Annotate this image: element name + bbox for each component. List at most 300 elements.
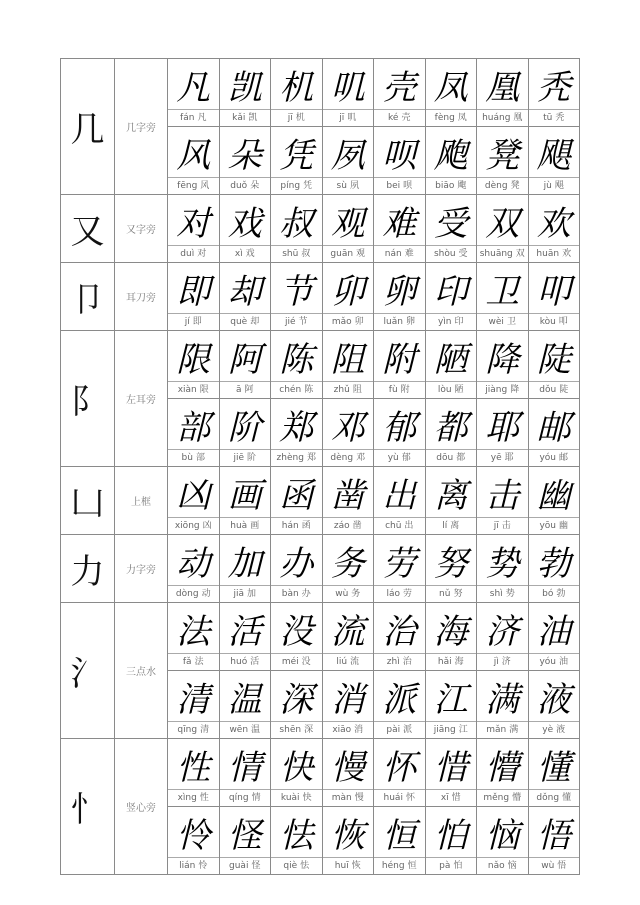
pinyin-text: shū [282, 249, 299, 259]
caption-character: 懵 [512, 793, 522, 803]
calligraphy-character: 飓 [536, 135, 571, 176]
caption-character: 努 [453, 589, 463, 599]
radical-label: 耳刀旁 [115, 263, 168, 331]
character-cell [477, 807, 529, 875]
caption-character: 部 [195, 453, 205, 463]
pinyin-caption [477, 789, 528, 806]
calligraphy-character: 海 [433, 611, 468, 652]
pinyin-text: xiāo [332, 725, 352, 735]
pinyin-text: fán [180, 113, 195, 123]
pinyin-text: sù [336, 181, 347, 191]
caption-character: 法 [194, 657, 204, 667]
pinyin-caption [529, 517, 580, 534]
caption-character: 派 [403, 725, 413, 735]
caption-character: 清 [200, 725, 210, 735]
calligraphy-character: 凰 [485, 67, 520, 108]
caption-character: 邓 [356, 453, 366, 463]
pinyin-caption [426, 449, 477, 466]
pinyin-caption [426, 653, 477, 670]
character-cell [477, 59, 529, 127]
caption-character: 幽 [559, 521, 569, 531]
caption-character: 凳 [510, 181, 520, 191]
pinyin-text: zhǔ [333, 385, 350, 395]
pinyin-text: yōu [539, 521, 557, 531]
calligraphy-character: 凭 [279, 135, 314, 176]
pinyin-text: shòu [433, 249, 456, 259]
calligraphy-character: 济 [485, 611, 520, 652]
pinyin-caption [323, 381, 374, 398]
calligraphy-character: 懵 [485, 747, 520, 788]
pinyin-caption [477, 245, 528, 262]
pinyin-caption [477, 857, 528, 874]
character-cell [477, 331, 529, 399]
character-cell [425, 739, 477, 807]
pinyin-text: xìng [177, 793, 197, 803]
caption-character: 凡 [197, 113, 207, 123]
pinyin-caption [220, 449, 271, 466]
character-cell [374, 59, 426, 127]
pinyin-caption [374, 245, 425, 262]
character-cell [374, 739, 426, 807]
pinyin-text: bei [386, 181, 401, 191]
caption-character: 秃 [555, 113, 565, 123]
pinyin-text: mǎo [331, 317, 352, 327]
character-cell [425, 603, 477, 671]
pinyin-text: xì [234, 249, 243, 259]
caption-character: 双 [515, 249, 525, 259]
character-cell [477, 127, 529, 195]
caption-character: 活 [250, 657, 260, 667]
caption-character: 怯 [300, 861, 310, 871]
caption-character: 阻 [352, 385, 362, 395]
calligraphy-character: 朵 [227, 135, 262, 176]
caption-character: 叩 [558, 317, 568, 327]
pinyin-text: màn [331, 793, 352, 803]
character-cell [219, 807, 271, 875]
calligraphy-character: 动 [176, 543, 211, 584]
calligraphy-character: 凳 [485, 135, 520, 176]
calligraphy-character: 难 [382, 203, 417, 244]
pinyin-text: bó [542, 589, 554, 599]
pinyin-caption [220, 653, 271, 670]
pinyin-caption [477, 653, 528, 670]
calligraphy-character: 函 [279, 475, 314, 516]
calligraphy-character: 凿 [330, 475, 365, 516]
pinyin-text: yù [387, 453, 399, 463]
character-cell [528, 467, 580, 535]
caption-character: 悟 [557, 861, 567, 871]
pinyin-caption [477, 313, 528, 330]
pinyin-caption [271, 313, 322, 330]
calligraphy-character: 阻 [330, 339, 365, 380]
pinyin-caption [529, 789, 580, 806]
character-cell [528, 127, 580, 195]
pinyin-caption [374, 721, 425, 738]
pinyin-text: jí [184, 317, 190, 327]
calligraphy-character: 勃 [536, 543, 571, 584]
caption-character: 耶 [504, 453, 514, 463]
caption-character: 油 [559, 657, 569, 667]
calligraphy-character: 夙 [330, 135, 365, 176]
calligraphy-character: 受 [433, 203, 468, 244]
character-cell [528, 739, 580, 807]
pinyin-caption [323, 517, 374, 534]
calligraphy-character: 降 [485, 339, 520, 380]
caption-character: 夙 [349, 181, 359, 191]
caption-character: 江 [458, 725, 468, 735]
calligraphy-character: 邮 [536, 407, 571, 448]
pinyin-text: tū [543, 113, 553, 123]
caption-character: 阿 [244, 385, 254, 395]
pinyin-text: guān [330, 249, 354, 259]
pinyin-text: jié [284, 317, 296, 327]
pinyin-text: huáng [482, 113, 511, 123]
character-cell [322, 739, 374, 807]
pinyin-caption [426, 721, 477, 738]
character-cell [425, 671, 477, 739]
pinyin-caption [374, 517, 425, 534]
radical-glyph: 氵 [61, 603, 115, 739]
pinyin-text: dǒu [539, 385, 557, 395]
pinyin-caption [220, 517, 271, 534]
pinyin-text: huó [230, 657, 248, 667]
calligraphy-character: 凡 [176, 67, 211, 108]
pinyin-text: xī [440, 793, 449, 803]
caption-character: 飓 [554, 181, 564, 191]
pinyin-caption [271, 109, 322, 126]
character-cell [425, 399, 477, 467]
calligraphy-character: 性 [176, 747, 211, 788]
pinyin-text: xiōng [174, 521, 200, 531]
pinyin-text: liú [336, 657, 348, 667]
calligraphy-character: 观 [330, 203, 365, 244]
caption-character: 情 [251, 793, 261, 803]
caption-character: 阶 [247, 453, 257, 463]
character-cell [374, 331, 426, 399]
pinyin-text: mǎn [486, 725, 507, 735]
character-cell [322, 263, 374, 331]
caption-character: 办 [301, 589, 311, 599]
caption-character: 卫 [506, 317, 516, 327]
character-cell [219, 671, 271, 739]
character-cell [322, 195, 374, 263]
caption-character: 凤 [457, 113, 467, 123]
calligraphy-character: 满 [485, 679, 520, 720]
calligraphy-character: 快 [279, 747, 314, 788]
pinyin-caption [220, 109, 271, 126]
calligraphy-character: 务 [330, 543, 365, 584]
pinyin-caption [220, 585, 271, 602]
pinyin-caption [529, 381, 580, 398]
pinyin-caption [271, 857, 322, 874]
calligraphy-character: 派 [382, 679, 417, 720]
pinyin-caption [271, 381, 322, 398]
caption-character: 离 [450, 521, 460, 531]
caption-character: 加 [247, 589, 257, 599]
pinyin-caption [220, 313, 271, 330]
radical-glyph: 几 [61, 59, 115, 195]
calligraphy-character: 壳 [382, 67, 417, 108]
pinyin-text: qīng [177, 725, 198, 735]
caption-character: 怜 [198, 861, 208, 871]
pinyin-text: pà [439, 861, 451, 871]
character-cell [374, 671, 426, 739]
calligraphy-character: 恢 [330, 815, 365, 856]
radical-label: 力字旁 [115, 535, 168, 603]
calligraphy-character: 治 [382, 611, 417, 652]
character-cell [528, 603, 580, 671]
caption-character: 恒 [407, 861, 417, 871]
pinyin-caption [529, 313, 580, 330]
radical-practice-table [60, 58, 580, 875]
pinyin-caption [168, 653, 219, 670]
pinyin-text: shuāng [479, 249, 513, 259]
pinyin-caption [220, 381, 271, 398]
pinyin-caption [529, 721, 580, 738]
pinyin-text: nán [384, 249, 402, 259]
character-cell [168, 807, 220, 875]
pinyin-text: qíng [228, 793, 249, 803]
character-cell [477, 467, 529, 535]
pinyin-caption [168, 313, 219, 330]
character-cell [374, 467, 426, 535]
character-cell [374, 127, 426, 195]
calligraphy-character: 液 [536, 679, 571, 720]
calligraphy-character: 附 [382, 339, 417, 380]
character-cell [271, 263, 323, 331]
character-cell [168, 59, 220, 127]
pinyin-caption [220, 857, 271, 874]
pinyin-caption [374, 653, 425, 670]
character-cell [322, 603, 374, 671]
character-cell [425, 331, 477, 399]
character-cell [322, 671, 374, 739]
character-cell [219, 263, 271, 331]
pinyin-text: kuài [280, 793, 300, 803]
character-cell [271, 739, 323, 807]
caption-character: 邮 [559, 453, 569, 463]
caption-character: 卵 [405, 317, 415, 327]
calligraphy-character: 油 [536, 611, 571, 652]
character-cell [477, 535, 529, 603]
character-cell [271, 535, 323, 603]
calligraphy-character: 凶 [176, 475, 211, 516]
caption-character: 凭 [303, 181, 313, 191]
character-cell [322, 127, 374, 195]
caption-character: 戏 [245, 249, 255, 259]
character-cell [271, 59, 323, 127]
pinyin-text: chén [279, 385, 302, 395]
calligraphy-character: 郁 [382, 407, 417, 448]
caption-character: 郑 [306, 453, 316, 463]
calligraphy-character: 努 [433, 543, 468, 584]
character-cell [322, 399, 374, 467]
calligraphy-character: 印 [433, 271, 468, 312]
character-cell [425, 807, 477, 875]
pinyin-text: méi [281, 657, 299, 667]
calligraphy-character: 没 [279, 611, 314, 652]
pinyin-text: jiāng [433, 725, 456, 735]
caption-character: 即 [192, 317, 202, 327]
caption-character: 欢 [562, 249, 572, 259]
pinyin-text: huān [536, 249, 560, 259]
caption-character: 消 [354, 725, 364, 735]
radical-label: 又字旁 [115, 195, 168, 263]
pinyin-caption [529, 177, 580, 194]
calligraphy-character: 欢 [536, 203, 571, 244]
calligraphy-character: 机 [279, 67, 314, 108]
pinyin-caption [374, 177, 425, 194]
pinyin-text: fēng [177, 181, 198, 191]
radical-label: 左耳旁 [115, 331, 168, 467]
calligraphy-character: 办 [279, 543, 314, 584]
pinyin-caption [426, 177, 477, 194]
calligraphy-character: 江 [433, 679, 468, 720]
caption-character: 卯 [354, 317, 364, 327]
character-cell [322, 535, 374, 603]
calligraphy-character: 叽 [330, 67, 365, 108]
pinyin-caption [374, 313, 425, 330]
caption-character: 出 [404, 521, 414, 531]
pinyin-caption [220, 245, 271, 262]
pinyin-text: ā [235, 385, 242, 395]
pinyin-caption [323, 653, 374, 670]
pinyin-text: duì [180, 249, 195, 259]
caption-character: 深 [304, 725, 314, 735]
character-cell [219, 127, 271, 195]
caption-character: 凰 [513, 113, 523, 123]
pinyin-text: jù [543, 181, 552, 191]
pinyin-caption [168, 381, 219, 398]
pinyin-caption [529, 857, 580, 874]
caption-character: 陋 [454, 385, 464, 395]
pinyin-text: jī [287, 113, 293, 123]
character-cell [219, 535, 271, 603]
character-cell [168, 671, 220, 739]
character-cell [219, 399, 271, 467]
character-cell [219, 331, 271, 399]
calligraphy-character: 出 [382, 475, 417, 516]
pinyin-text: wèi [488, 317, 504, 327]
pinyin-text: guài [229, 861, 249, 871]
caption-character: 势 [505, 589, 515, 599]
calligraphy-character: 懂 [536, 747, 571, 788]
character-cell [271, 603, 323, 671]
caption-character: 限 [199, 385, 209, 395]
pinyin-caption [374, 857, 425, 874]
pinyin-text: kǎi [232, 113, 246, 123]
caption-character: 机 [295, 113, 305, 123]
character-cell [271, 127, 323, 195]
calligraphy-character: 怪 [227, 815, 262, 856]
pinyin-text: lí [442, 521, 448, 531]
pinyin-caption [271, 245, 322, 262]
caption-character: 海 [454, 657, 464, 667]
pinyin-caption [168, 585, 219, 602]
caption-character: 画 [250, 521, 260, 531]
caption-character: 满 [509, 725, 519, 735]
pinyin-text: duǒ [230, 181, 248, 191]
character-cell [168, 195, 220, 263]
table-row [61, 263, 580, 331]
pinyin-caption [529, 585, 580, 602]
pinyin-text: wù [335, 589, 349, 599]
pinyin-text: jī [339, 113, 345, 123]
character-cell [168, 739, 220, 807]
table-row [61, 195, 580, 263]
pinyin-caption [323, 245, 374, 262]
caption-character: 却 [250, 317, 260, 327]
radical-glyph: 卩 [61, 263, 115, 331]
character-cell [425, 59, 477, 127]
character-cell [271, 467, 323, 535]
pinyin-text: luǎn [383, 317, 403, 327]
radical-glyph: 凵 [61, 467, 115, 535]
table-row [61, 331, 580, 399]
pinyin-caption [168, 109, 219, 126]
calligraphy-character: 怯 [279, 815, 314, 856]
caption-character: 观 [356, 249, 366, 259]
character-cell [374, 195, 426, 263]
pinyin-caption [374, 585, 425, 602]
pinyin-text: dòng [175, 589, 199, 599]
pinyin-text: huī [334, 861, 349, 871]
caption-character: 壳 [401, 113, 411, 123]
character-cell [322, 59, 374, 127]
character-cell [528, 59, 580, 127]
calligraphy-character: 飑 [433, 135, 468, 176]
pinyin-text: chū [385, 521, 402, 531]
calligraphy-character: 幽 [536, 475, 571, 516]
pinyin-caption [529, 653, 580, 670]
character-cell [477, 603, 529, 671]
pinyin-caption [374, 381, 425, 398]
pinyin-caption [426, 245, 477, 262]
pinyin-caption [426, 585, 477, 602]
calligraphy-character: 画 [227, 475, 262, 516]
calligraphy-character: 部 [176, 407, 211, 448]
pinyin-caption [271, 653, 322, 670]
character-cell [271, 671, 323, 739]
pinyin-caption [168, 789, 219, 806]
radical-label: 上框 [115, 467, 168, 535]
calligraphy-character: 劳 [382, 543, 417, 584]
caption-character: 降 [510, 385, 520, 395]
caption-character: 性 [199, 793, 209, 803]
pinyin-caption [426, 381, 477, 398]
calligraphy-character: 温 [227, 679, 262, 720]
caption-character: 受 [458, 249, 468, 259]
caption-character: 快 [302, 793, 312, 803]
caption-character: 郁 [401, 453, 411, 463]
character-cell [528, 195, 580, 263]
pinyin-caption [271, 517, 322, 534]
pinyin-text: jiàng [485, 385, 508, 395]
caption-character: 温 [251, 725, 261, 735]
caption-character: 流 [350, 657, 360, 667]
character-cell [374, 399, 426, 467]
calligraphy-character: 陡 [536, 339, 571, 380]
pinyin-text: láo [386, 589, 400, 599]
caption-character: 凶 [202, 521, 212, 531]
character-cell [168, 467, 220, 535]
character-cell [219, 59, 271, 127]
calligraphy-character: 节 [279, 271, 314, 312]
pinyin-text: jiē [233, 453, 245, 463]
pinyin-caption [271, 449, 322, 466]
pinyin-text: wēn [229, 725, 249, 735]
pinyin-text: dèng [484, 181, 508, 191]
